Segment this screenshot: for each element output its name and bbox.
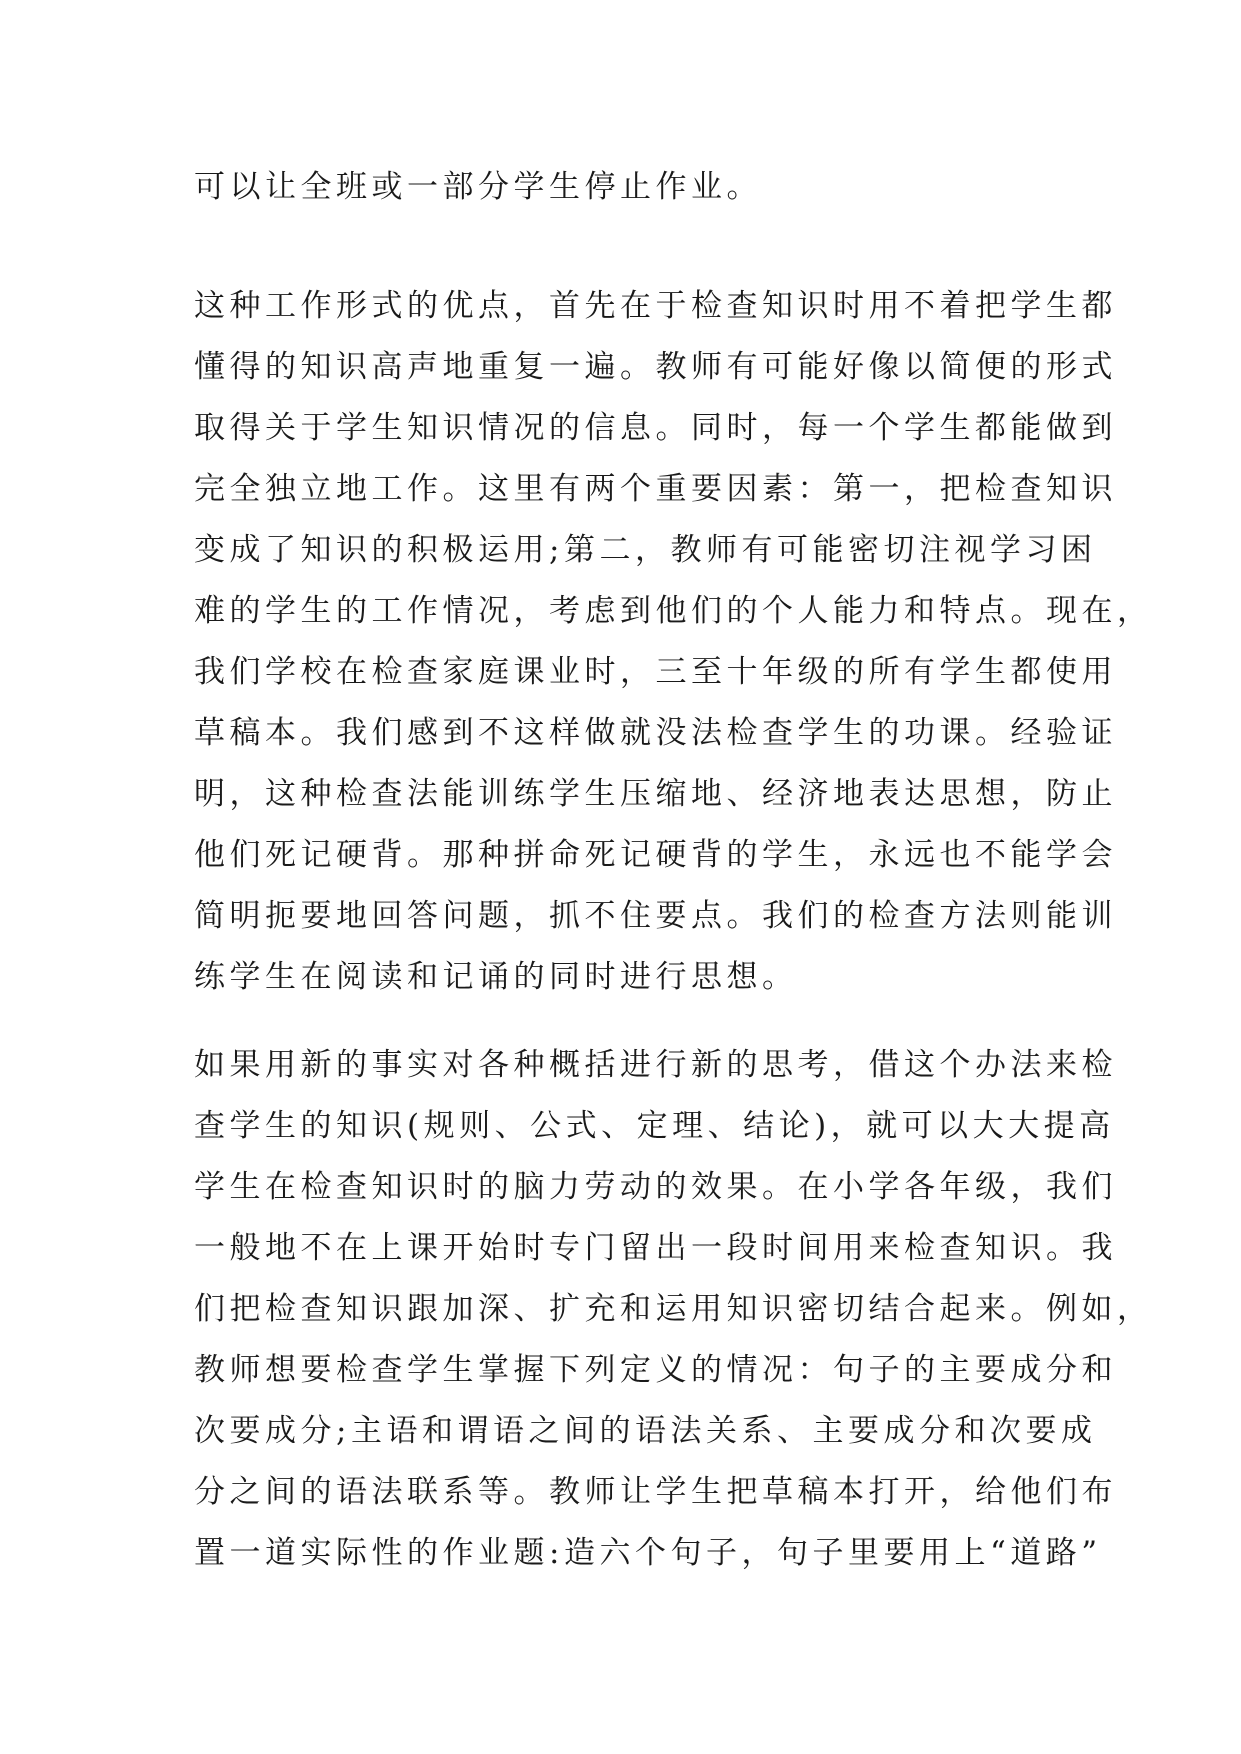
text-line: 练学生在阅读和记诵的同时进行思想。: [194, 959, 798, 995]
text-line: 一般地不在上课开始时专门留出一段时间用来检查知识。我: [194, 1230, 1117, 1266]
text-line: 分之间的语法联系等。教师让学生把草稿本打开，给他们布: [194, 1474, 1117, 1510]
text-line: 简明扼要地回答问题，抓不住要点。我们的检查方法则能训: [194, 898, 1117, 934]
text-line: 们把检查知识跟加深、扩充和运用知识密切结合起来。例如，: [194, 1291, 1153, 1327]
text-line: 可以让全班或一部分学生停止作业。: [194, 169, 762, 205]
text-line: 教师想要检查学生掌握下列定义的情况：句子的主要成分和: [194, 1352, 1117, 1388]
text-line: 置一道实际性的作业题:造六个句子，句子里要用上“道路”: [194, 1535, 1102, 1571]
text-line: 我们学校在检查家庭课业时，三至十年级的所有学生都使用: [194, 654, 1117, 690]
text-line: 懂得的知识高声地重复一遍。教师有可能好像以简便的形式: [194, 349, 1117, 385]
text-line: 明，这种检查法能训练学生压缩地、经济地表达思想，防止: [194, 776, 1117, 812]
text-line: 学生在检查知识时的脑力劳动的效果。在小学各年级，我们: [194, 1169, 1117, 1205]
text-line: 次要成分;主语和谓语之间的语法关系、主要成分和次要成: [194, 1413, 1097, 1449]
paragraph-2: [194, 276, 1153, 1008]
text-line: 完全独立地工作。这里有两个重要因素：第一，把检查知识: [194, 471, 1117, 507]
text-line: 草稿本。我们感到不这样做就没法检查学生的功课。经验证: [194, 715, 1117, 751]
text-line: 查学生的知识(规则、公式、定理、结论)，就可以大大提高: [194, 1108, 1115, 1144]
paragraph-3: [194, 1035, 1153, 1584]
text-line: 取得关于学生知识情况的信息。同时，每一个学生都能做到: [194, 410, 1117, 446]
text-line: 变成了知识的积极运用;第二，教师有可能密切注视学习困: [194, 532, 1097, 568]
paragraph-1: [194, 157, 1054, 218]
text-line: 如果用新的事实对各种概括进行新的思考，借这个办法来检: [194, 1047, 1117, 1083]
text-line: 难的学生的工作情况，考虑到他们的个人能力和特点。现在，: [194, 593, 1153, 629]
text-line: 这种工作形式的优点，首先在于检查知识时用不着把学生都: [194, 288, 1117, 324]
text-line: 他们死记硬背。那种拼命死记硬背的学生，永远也不能学会: [194, 837, 1117, 873]
